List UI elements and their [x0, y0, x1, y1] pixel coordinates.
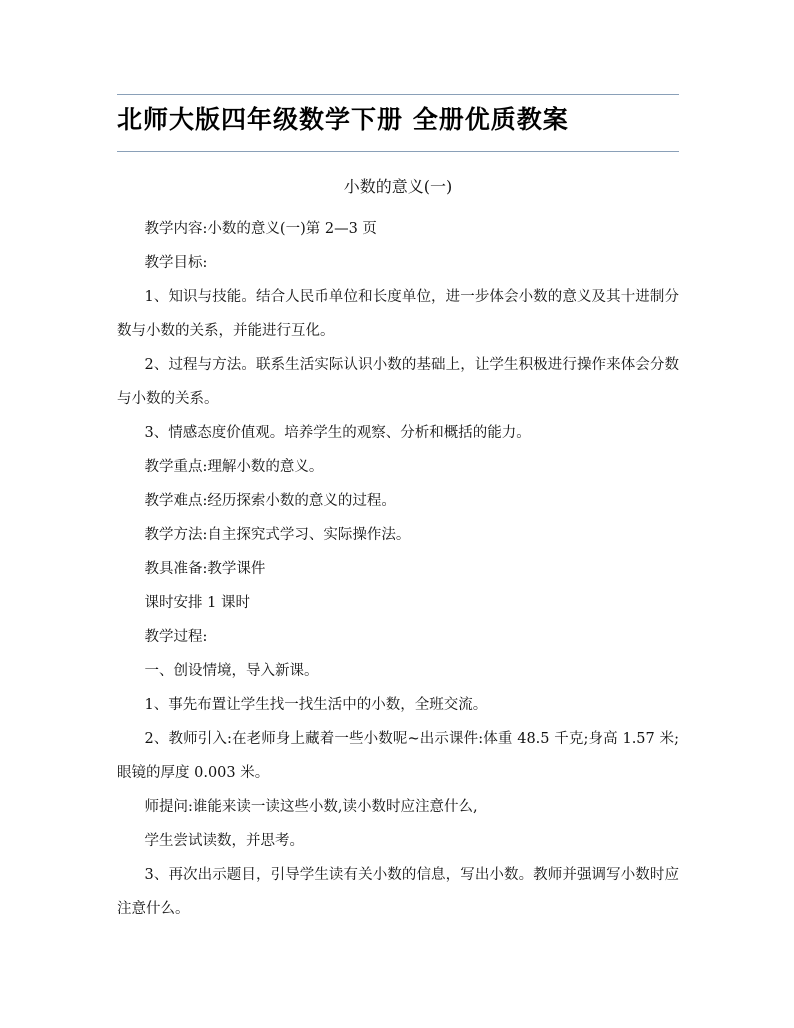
paragraph-step-1-1: 1、事先布置让学生找一找生活中的小数，全班交流。	[144, 697, 488, 713]
paragraph-objective-2: 2、过程与方法。联系生活实际认识小数的基础上，让学生积极进行操作来体会分数与小数的关系。	[117, 357, 679, 407]
paragraph-key-point: 教学重点:理解小数的意义。	[144, 459, 324, 475]
header-rule-bottom	[117, 151, 679, 152]
paragraph-step-1: 一、创设情境，导入新课。	[144, 663, 319, 679]
paragraph-content: 教学内容:小数的意义(一)第 2—3 页	[144, 221, 377, 237]
paragraph-schedule: 课时安排 1 课时	[144, 595, 250, 611]
paragraph-objective-3: 3、情感态度价值观。培养学生的观察、分析和概括的能力。	[144, 425, 531, 441]
document-title: 北师大版四年级数学下册 全册优质教案	[117, 105, 569, 134]
section-title: 小数的意义(一)	[343, 177, 453, 196]
paragraph-teacher-question: 师提问:谁能来读一读这些小数,读小数时应注意什么,	[144, 799, 478, 815]
paragraph-materials: 教具准备:教学课件	[144, 561, 266, 577]
document-body	[117, 212, 679, 926]
paragraph-difficulty: 教学难点:经历探索小数的意义的过程。	[144, 493, 396, 509]
paragraph-process-heading: 教学过程:	[144, 629, 208, 645]
paragraph-student-try: 学生尝试读数，并思考。	[144, 833, 305, 849]
paragraph-objective-1: 1、知识与技能。结合人民币单位和长度单位，进一步体会小数的意义及其十进制分数与小数的关系，并能进行互化。	[117, 289, 679, 339]
paragraph-method: 教学方法:自主探究式学习、实际操作法。	[144, 527, 411, 543]
paragraph-objectives-heading: 教学目标:	[144, 255, 208, 271]
paragraph-step-1-2: 2、教师引入:在老师身上藏着一些小数呢~出示课件:体重 48.5 千克;身高 1.57 米;眼镜的厚度 0.003 米。	[117, 731, 679, 781]
paragraph-step-1-3: 3、再次出示题目，引导学生读有关小数的信息，写出小数。教师并强调写小数时应注意什么。	[117, 867, 679, 917]
header-rule-top	[117, 94, 679, 95]
